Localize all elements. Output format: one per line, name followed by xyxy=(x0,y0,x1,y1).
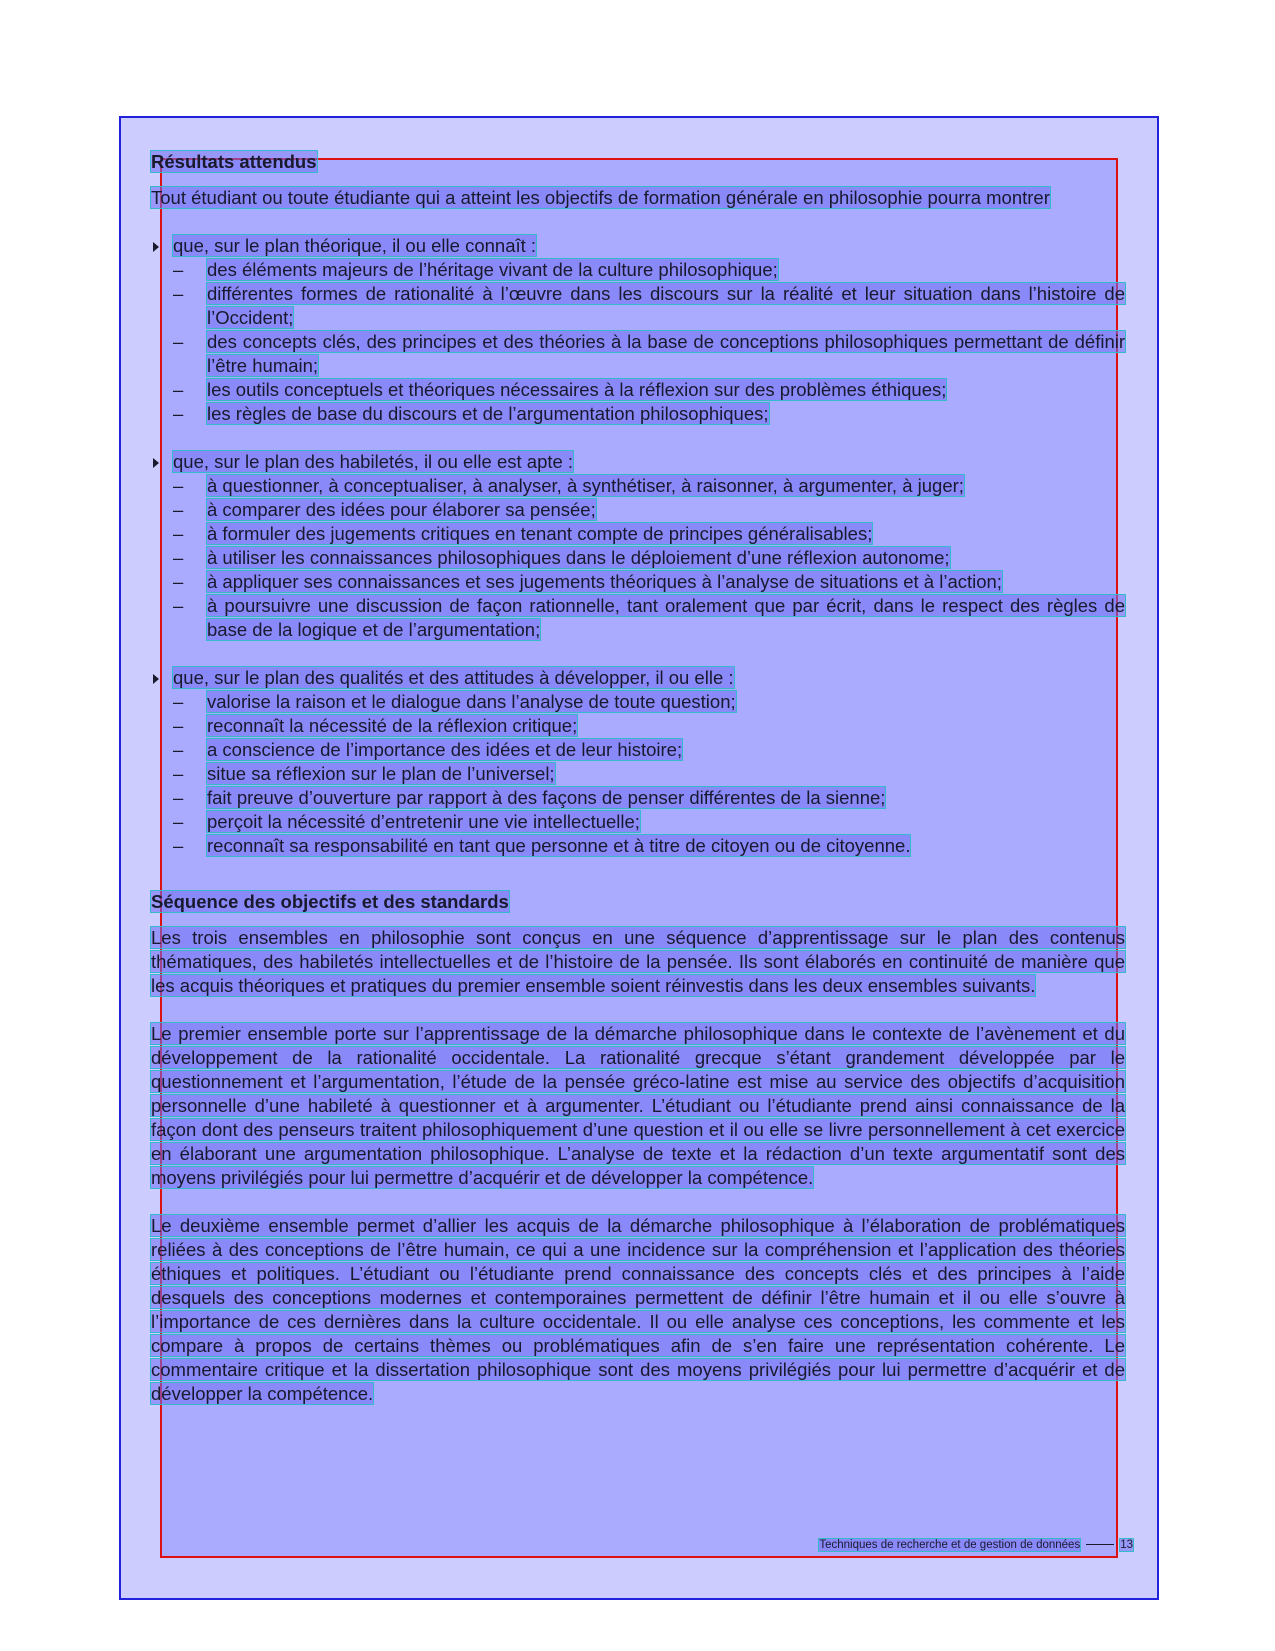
dash-icon: – xyxy=(173,283,184,304)
dash-icon: – xyxy=(173,739,184,760)
footer-label: Techniques de recherche et de gestion de données xyxy=(819,1539,1081,1551)
results-group-skills xyxy=(151,450,1125,642)
list-item: – reconnaît la nécessité de la réflexion critique; xyxy=(173,715,578,736)
dash-icon: – xyxy=(173,787,184,808)
results-group-theory xyxy=(151,234,1125,426)
dash-icon: – xyxy=(173,403,184,424)
dash-icon: – xyxy=(173,595,184,616)
page-footer xyxy=(819,1538,1133,1552)
bullet-arrow-icon xyxy=(153,674,159,684)
dash-icon: – xyxy=(173,523,184,544)
list-item: – à comparer des idées pour élaborer sa pensée; xyxy=(173,499,596,520)
list-item: – à appliquer ses connaissances et ses jugements théoriques à l’analyse de situations et à l’action; xyxy=(173,571,1002,592)
dash-icon: – xyxy=(173,811,184,832)
page-number: 13 xyxy=(1120,1539,1133,1551)
sub-list xyxy=(151,258,1125,426)
dash-icon: – xyxy=(173,475,184,496)
group-lead: que, sur le plan théorique, il ou elle connaît : xyxy=(151,234,1125,258)
dash-icon: – xyxy=(173,379,184,400)
bullet-arrow-icon xyxy=(153,242,159,252)
section-title-sequence: Séquence des objectifs et des standards xyxy=(151,891,509,912)
list-item: – des concepts clés, des principes et des théories à la base de conceptions philosophiques permettant de définir l’être humain; xyxy=(173,331,1125,376)
dash-icon: – xyxy=(173,715,184,736)
bullet-arrow-icon xyxy=(153,458,159,468)
dash-icon: – xyxy=(173,691,184,712)
dash-icon: – xyxy=(173,763,184,784)
list-item: – perçoit la nécessité d’entretenir une vie intellectuelle; xyxy=(173,811,640,832)
document-content xyxy=(151,150,1125,1430)
list-item: – à questionner, à conceptualiser, à analyser, à synthétiser, à raisonner, à argumenter, à juger; xyxy=(173,475,964,496)
dash-icon: – xyxy=(173,547,184,568)
dash-icon: – xyxy=(173,499,184,520)
section-title-results: Résultats attendus xyxy=(151,151,317,172)
list-item: – a conscience de l’importance des idées et de leur histoire; xyxy=(173,739,683,760)
sub-list xyxy=(151,474,1125,642)
list-item: – à formuler des jugements critiques en tenant compte de principes généralisables; xyxy=(173,523,873,544)
body-paragraph: Le premier ensemble porte sur l’apprentissage de la démarche philosophique dans le contexte de l’avènement et du développement de la rationalité occidentale. La rationalité grecque s’étant grandement développée par le questionnement et l’argumentation, l’étude de la pensée gréco-latine est mise au service des objectifs d’acquisition personnelle d’une habileté à questionner et à argumenter. L’étudiant ou l’étudiante prend ainsi connaissance de la façon dont des penseurs traitent philosophiquement d’une question et il ou elle se livre personnellement à cet exercice en élaborant une argumentation philosophique. L’analyse de texte et la rédaction d’un texte argumentatif sont des moyens privilégiés pour lui permettre d’acquérir et de développer la compétence. xyxy=(151,1023,1125,1188)
group-lead: que, sur le plan des habiletés, il ou elle est apte : xyxy=(151,450,1125,474)
body-paragraph: Le deuxième ensemble permet d’allier les acquis de la démarche philosophique à l’élaboration de problématiques reliées à des conceptions de l’être humain, ce qui a une incidence sur la compréhension et l’application des théories éthiques et politiques. L’étudiant ou l’étudiante prend connaissance des concepts clés et des principes à l’aide desquels des conceptions modernes et contemporaines permettent de définir l’être humain et il ou elle s’ouvre à l’importance de ces dernières dans la culture occidentale. Il ou elle analyse ces conceptions, les commente et les compare à propos de certains thèmes ou problématiques afin de s’en faire une représentation cohérente. Le commentaire critique et la dissertation philosophique sont des moyens privilégiés pour lui permettre d’acquérir et de développer la compétence. xyxy=(151,1215,1125,1404)
list-item: – fait preuve d’ouverture par rapport à des façons de penser différentes de la sienne; xyxy=(173,787,886,808)
list-item: – les règles de base du discours et de l’argumentation philosophiques; xyxy=(173,403,769,424)
dash-icon: – xyxy=(173,259,184,280)
group-lead: que, sur le plan des qualités et des attitudes à développer, il ou elle : xyxy=(151,666,1125,690)
dash-icon: – xyxy=(173,835,184,856)
list-item: – des éléments majeurs de l’héritage vivant de la culture philosophique; xyxy=(173,259,778,280)
list-item: – différentes formes de rationalité à l’œuvre dans les discours sur la réalité et leur situation dans l’histoire de l’Occident; xyxy=(173,283,1125,328)
dash-icon: – xyxy=(173,331,184,352)
intro-paragraph: Tout étudiant ou toute étudiante qui a atteint les objectifs de formation générale en philosophie pourra montrer xyxy=(151,187,1050,208)
body-paragraph: Les trois ensembles en philosophie sont conçus en une séquence d’apprentissage sur le plan des contenus thématiques, des habiletés intellectuelles et de l’histoire de la pensée. Ils sont élaborés en continuité de manière que les acquis théoriques et pratiques du premier ensemble soient réinvestis dans les deux ensembles suivants. xyxy=(151,927,1125,996)
sub-list xyxy=(151,690,1125,858)
list-item: – à utiliser les connaissances philosophiques dans le déploiement d’une réflexion autonome; xyxy=(173,547,950,568)
list-item: – reconnaît sa responsabilité en tant que personne et à titre de citoyen ou de citoyenne. xyxy=(173,835,911,856)
list-item: – valorise la raison et le dialogue dans l’analyse de toute question; xyxy=(173,691,736,712)
list-item: – situe sa réflexion sur le plan de l’universel; xyxy=(173,763,555,784)
footer-separator xyxy=(1086,1544,1114,1545)
list-item: – à poursuivre une discussion de façon rationnelle, tant oralement que par écrit, dans le respect des règles de base de la logique et de l’argumentation; xyxy=(173,595,1125,640)
results-group-attitudes xyxy=(151,666,1125,858)
list-item: – les outils conceptuels et théoriques nécessaires à la réflexion sur des problèmes éthiques; xyxy=(173,379,947,400)
dash-icon: – xyxy=(173,571,184,592)
